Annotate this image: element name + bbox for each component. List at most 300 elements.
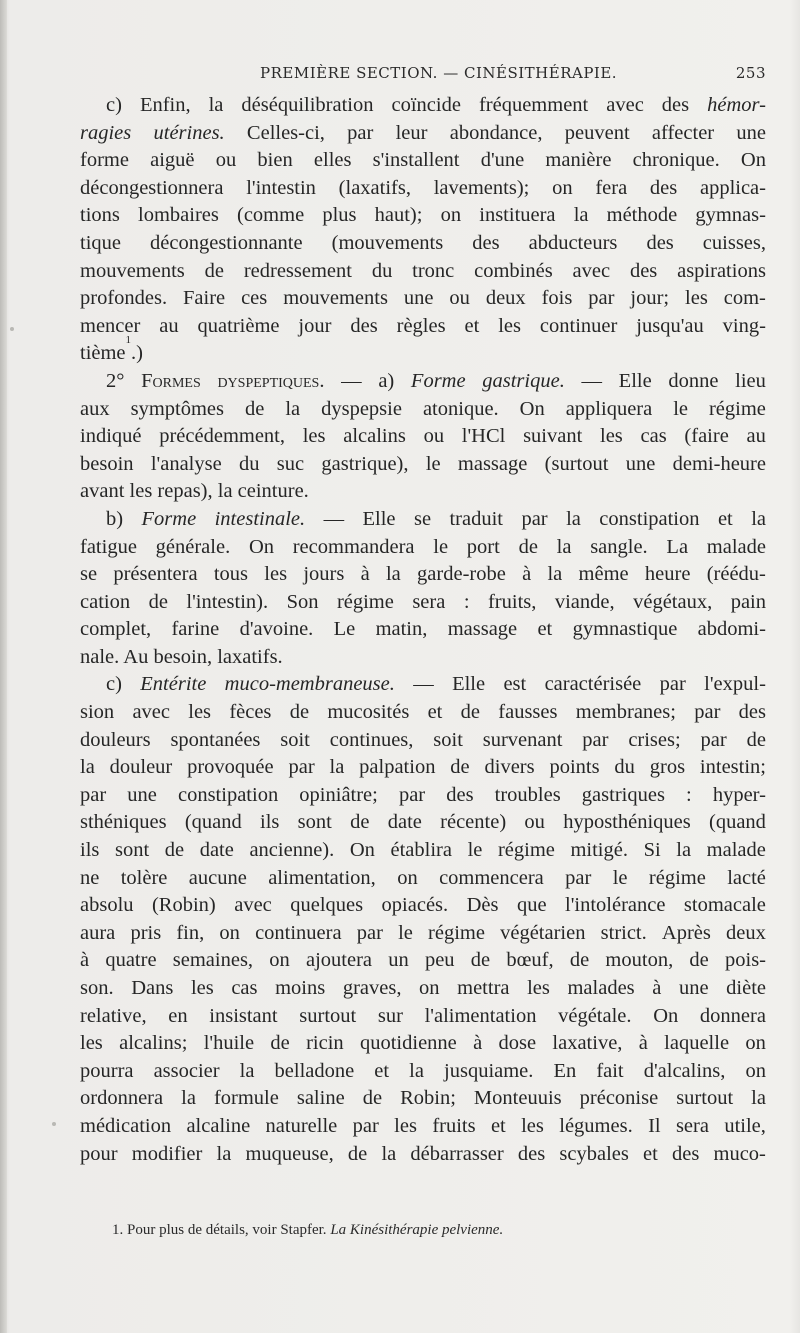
- text-line: [80, 920, 766, 948]
- word-group: [186, 1113, 250, 1141]
- word-group: [80, 589, 130, 617]
- word: le: [433, 535, 449, 558]
- word: dyspepsie: [321, 397, 402, 420]
- word: jour;: [630, 287, 670, 310]
- text-line: [80, 589, 766, 617]
- word-group: [600, 423, 623, 451]
- word: fruits: [432, 1114, 476, 1137]
- word-group: [186, 589, 268, 617]
- word-group: [378, 368, 394, 396]
- word: son.: [80, 977, 114, 999]
- word-group: [288, 754, 314, 782]
- word: (mouvements: [331, 231, 444, 254]
- word: (quand: [184, 811, 242, 834]
- word: le: [673, 397, 688, 420]
- word-group: [106, 368, 124, 396]
- word: sera: [412, 590, 446, 613]
- word-group: [249, 534, 274, 562]
- word-group: [529, 230, 618, 258]
- word-group: [188, 699, 211, 727]
- word-group: [700, 175, 766, 203]
- word: :: [686, 783, 692, 806]
- word: constipation: [599, 507, 700, 530]
- word: surtout: [676, 1087, 734, 1110]
- word-group: [605, 947, 673, 975]
- word-group: [570, 947, 589, 975]
- word: atonique.: [422, 397, 499, 420]
- word: une: [736, 121, 766, 144]
- text-line: [80, 727, 766, 755]
- word: (quand: [709, 811, 766, 834]
- text-line: [80, 92, 766, 120]
- word-group: [726, 975, 766, 1003]
- word-group: [374, 1058, 389, 1086]
- word-group: [113, 561, 197, 589]
- word-group: [707, 92, 766, 120]
- word: par: [565, 866, 592, 889]
- word-group: [80, 837, 99, 865]
- text-line: [80, 396, 766, 424]
- footnote-book-title: La Kinésithérapie pelvienne.: [330, 1222, 504, 1238]
- word: a): [378, 369, 395, 392]
- word-group: [343, 423, 406, 451]
- word-group: [606, 92, 644, 120]
- word: régime: [648, 866, 706, 889]
- paper-speck: [10, 327, 14, 331]
- word-group: [727, 865, 766, 893]
- text-line: [80, 313, 766, 341]
- word: laxative,: [552, 1032, 623, 1055]
- word: moins: [275, 977, 326, 999]
- word-group: [566, 396, 653, 424]
- word: Elle: [452, 673, 486, 696]
- word-group: [275, 1058, 355, 1086]
- word: Formes: [141, 369, 201, 392]
- word-group: [330, 727, 414, 755]
- word-group: [486, 285, 526, 313]
- word-group: [614, 754, 635, 782]
- word: On: [653, 1004, 679, 1027]
- word: on: [745, 1059, 766, 1082]
- word-group: [200, 837, 234, 865]
- word: se: [413, 507, 432, 530]
- word: quotidienne: [359, 1032, 457, 1055]
- text-line: [80, 616, 766, 644]
- word: ajoutera: [306, 949, 373, 972]
- word-group: [138, 202, 219, 230]
- word-group: [198, 313, 280, 341]
- body-text: [80, 92, 766, 1168]
- word-group: [666, 534, 688, 562]
- word-group: [127, 782, 157, 810]
- word: sangle.: [590, 535, 648, 558]
- word-group: [80, 1141, 118, 1169]
- word-group: [290, 892, 363, 920]
- word-group: [80, 1085, 163, 1113]
- word: palpation: [359, 756, 436, 779]
- word-group: [209, 1003, 277, 1031]
- word-group: [582, 368, 603, 396]
- word: redressement: [243, 259, 352, 282]
- text-line: [80, 1141, 766, 1169]
- word-group: [428, 699, 443, 727]
- word-group: [156, 534, 231, 562]
- text-line: [80, 865, 766, 893]
- word: sion: [80, 701, 115, 724]
- word-group: [596, 1058, 623, 1086]
- word-group: [524, 809, 545, 837]
- word: alcalins;: [119, 1032, 188, 1055]
- word-group: [464, 589, 470, 617]
- word: massage: [447, 618, 518, 641]
- word-group: [347, 120, 373, 148]
- word: traduit: [449, 507, 503, 530]
- word: hyposthéniques: [563, 811, 691, 834]
- word-group: [461, 699, 480, 727]
- word: alcalins: [343, 425, 406, 448]
- word: instituera: [479, 204, 556, 227]
- word-group: [360, 1030, 457, 1058]
- word: les: [600, 425, 623, 448]
- word-group: [187, 754, 274, 782]
- word: (laxatifs,: [338, 176, 411, 199]
- word: Elle: [618, 369, 652, 392]
- word-group: [522, 561, 531, 589]
- word: port: [466, 535, 500, 558]
- word: constipation: [177, 783, 279, 806]
- word-group: [181, 1085, 196, 1113]
- word-group: [440, 809, 506, 837]
- word-group: [110, 754, 173, 782]
- word-group: [517, 892, 547, 920]
- word-group: [474, 258, 553, 286]
- word-group: [350, 809, 369, 837]
- word: les: [190, 977, 214, 999]
- word-group: [257, 147, 292, 175]
- word-group: [391, 837, 452, 865]
- word-group: [689, 947, 708, 975]
- word: l'intolérance: [565, 894, 666, 917]
- word: la: [385, 563, 401, 586]
- word: par: [288, 756, 315, 779]
- word: alcaline: [186, 1114, 251, 1137]
- word: manière: [545, 149, 612, 172]
- text-line: [80, 947, 766, 975]
- word-group: [449, 506, 503, 534]
- word-group: [450, 120, 543, 148]
- word-group: [580, 1085, 659, 1113]
- word-group: [80, 175, 223, 203]
- word: ricin: [306, 1032, 344, 1055]
- word-group: [106, 506, 123, 534]
- word: débarrasser: [410, 1142, 504, 1165]
- word: de: [689, 949, 709, 972]
- word-group: [565, 120, 630, 148]
- word-group: [159, 423, 285, 451]
- word: une: [678, 977, 709, 999]
- word-group: [570, 837, 628, 865]
- word: le: [425, 452, 441, 475]
- word-group: [499, 1030, 537, 1058]
- word: des: [629, 259, 658, 282]
- word: ne: [80, 866, 100, 889]
- word-group: [576, 699, 676, 727]
- page-number: 253: [735, 64, 766, 82]
- word-group: [397, 865, 418, 893]
- word-group: [552, 175, 573, 203]
- word: de: [270, 1032, 290, 1055]
- word-group: [519, 534, 538, 562]
- word: par: [694, 701, 721, 724]
- word-group: [394, 1113, 417, 1141]
- word: de: [347, 1142, 368, 1165]
- word: médication: [80, 1114, 172, 1137]
- text-line: avant les repas), la ceinture.: [80, 480, 309, 503]
- word-group: [481, 147, 525, 175]
- word: au: [159, 314, 179, 337]
- word: pain: [730, 590, 766, 613]
- word: de: [204, 259, 224, 282]
- word-group: [636, 313, 703, 341]
- word: jours: [303, 563, 345, 586]
- word: règles: [396, 314, 446, 337]
- word-group: [191, 975, 214, 1003]
- word: le: [398, 921, 413, 944]
- word: Si: [643, 839, 661, 862]
- word: par: [700, 728, 727, 751]
- word: des: [472, 231, 500, 254]
- word-group: [686, 782, 692, 810]
- word-group: [209, 92, 224, 120]
- word-group: [245, 1141, 333, 1169]
- word: en: [168, 1004, 188, 1027]
- word-group: [303, 423, 326, 451]
- word: suivant: [523, 425, 583, 448]
- word-group: [80, 147, 129, 175]
- word-group: [423, 396, 499, 424]
- word: même: [578, 563, 629, 586]
- word-group: [404, 285, 434, 313]
- word-group: [676, 1113, 709, 1141]
- word: à: [360, 563, 370, 586]
- word: quelques: [290, 894, 364, 917]
- word: date: [199, 839, 234, 862]
- word-group: [417, 561, 506, 589]
- word-group: [363, 506, 396, 534]
- word-group: [419, 975, 440, 1003]
- word: membranes;: [575, 701, 676, 724]
- word: divers: [484, 756, 535, 779]
- word-group: [269, 947, 290, 975]
- word-group: [425, 1003, 537, 1031]
- word-group: [399, 782, 425, 810]
- word-group: [321, 451, 408, 479]
- word-group: [359, 754, 435, 782]
- word-group: [590, 534, 648, 562]
- word-group: [170, 727, 260, 755]
- word: par: [588, 287, 615, 310]
- word-group: [80, 947, 89, 975]
- word: troubles: [494, 783, 561, 806]
- word: pris: [130, 921, 162, 944]
- word-group: [215, 506, 306, 534]
- word: aucune: [188, 866, 247, 889]
- word-group: [619, 368, 652, 396]
- word-group: [217, 368, 324, 396]
- word-group: [234, 892, 272, 920]
- word: la: [381, 1142, 397, 1165]
- word-group: [500, 920, 585, 948]
- word: se: [80, 563, 98, 586]
- word: des: [646, 231, 674, 254]
- word: à: [652, 977, 662, 999]
- word-group: [275, 975, 325, 1003]
- word-group: [582, 782, 665, 810]
- word: l'HCl: [461, 425, 506, 448]
- word-group: [559, 1141, 628, 1169]
- word: s'installent: [372, 149, 460, 172]
- word-group: [80, 561, 97, 589]
- word-group: [392, 92, 461, 120]
- word: de: [746, 728, 766, 751]
- word: gastriques: [581, 783, 665, 806]
- word-group: [80, 975, 114, 1003]
- word: le: [467, 839, 483, 862]
- word-group: [268, 865, 376, 893]
- word: mitigé.: [570, 839, 628, 862]
- word: des: [517, 1142, 546, 1165]
- word: d'avoine.: [239, 618, 314, 641]
- word: Il: [648, 1114, 661, 1137]
- word-group: [152, 892, 216, 920]
- word-group: [707, 534, 766, 562]
- word-group: [521, 506, 547, 534]
- word-group: [673, 451, 766, 479]
- word-group: [498, 313, 521, 341]
- word: formule: [213, 1087, 279, 1110]
- word: ordonnera: [80, 1087, 164, 1110]
- word: les: [188, 701, 212, 724]
- word-group: [607, 202, 678, 230]
- word-group: [739, 699, 766, 727]
- word-group: [559, 1113, 632, 1141]
- word-group: [357, 920, 383, 948]
- word: sur: [377, 1004, 403, 1027]
- word-group: [491, 1113, 506, 1141]
- word: symptômes: [130, 397, 224, 420]
- word-group: [277, 451, 304, 479]
- word: de: [289, 701, 310, 724]
- word-group: [751, 1085, 766, 1113]
- word-group: [628, 727, 680, 755]
- word-group: [649, 865, 706, 893]
- word: sont: [297, 811, 332, 834]
- word-group: [595, 175, 627, 203]
- footnote-marker: 1: [125, 334, 132, 347]
- word-group: [713, 782, 766, 810]
- word: absolu: [80, 894, 134, 917]
- word: les: [264, 563, 288, 586]
- text-line: [80, 1003, 766, 1031]
- word-group: [630, 258, 657, 286]
- word-group: [303, 561, 344, 589]
- word: et: [427, 701, 443, 724]
- word-group: [433, 727, 463, 755]
- word-group: [672, 1141, 699, 1169]
- word: avec: [606, 94, 644, 116]
- text-line: [80, 754, 766, 782]
- text-line: [80, 809, 766, 837]
- word-group: [736, 120, 766, 148]
- word: par: [352, 1114, 379, 1137]
- word-group: [247, 120, 325, 148]
- word-group: [648, 1113, 661, 1141]
- word: on: [269, 949, 290, 972]
- word-group: [214, 561, 248, 589]
- word: les: [394, 1114, 417, 1137]
- word-group: [80, 120, 131, 148]
- word: garde-robe: [417, 563, 506, 586]
- word-group: [503, 671, 526, 699]
- word-group: [745, 1030, 766, 1058]
- word-group: [150, 230, 303, 258]
- word-group: [80, 258, 185, 286]
- word: Entérite: [140, 673, 207, 696]
- word: Forme: [141, 507, 197, 530]
- word-group: [557, 534, 572, 562]
- word: générale.: [155, 535, 231, 558]
- word-group: [630, 285, 669, 313]
- word: un: [388, 949, 409, 972]
- word: chronique.: [632, 149, 720, 172]
- word-group: [382, 892, 449, 920]
- word: bœuf,: [506, 949, 554, 972]
- word-group: [668, 368, 718, 396]
- word: semaines,: [172, 949, 254, 972]
- word-group: [80, 285, 167, 313]
- word-group: [462, 423, 506, 451]
- word-group: [410, 1141, 503, 1169]
- word-group: [450, 754, 469, 782]
- word: à: [638, 1032, 648, 1055]
- word: de: [460, 701, 480, 724]
- word: régime: [336, 590, 394, 613]
- word: commencera: [439, 866, 544, 889]
- word-group: [106, 92, 122, 120]
- word-group: [348, 1141, 367, 1169]
- word-group: [255, 920, 342, 948]
- word: opiacés.: [381, 894, 449, 917]
- word: lombaires: [138, 204, 219, 227]
- word: l'intestin).: [186, 590, 269, 613]
- word-group: [725, 947, 766, 975]
- word: jour: [298, 314, 332, 337]
- word-group: [549, 754, 599, 782]
- word-group: [80, 727, 151, 755]
- word: au: [746, 425, 766, 448]
- page-spine-shadow: [0, 0, 7, 1333]
- word-group: [244, 258, 352, 286]
- word: des: [738, 701, 766, 724]
- word-group: [260, 809, 279, 837]
- word-group: [411, 368, 466, 396]
- word-group: [219, 920, 240, 948]
- word: cas: [640, 425, 667, 448]
- word-group: [350, 313, 377, 341]
- word: la: [329, 756, 345, 779]
- word-group: [707, 837, 766, 865]
- word: par: [659, 673, 686, 696]
